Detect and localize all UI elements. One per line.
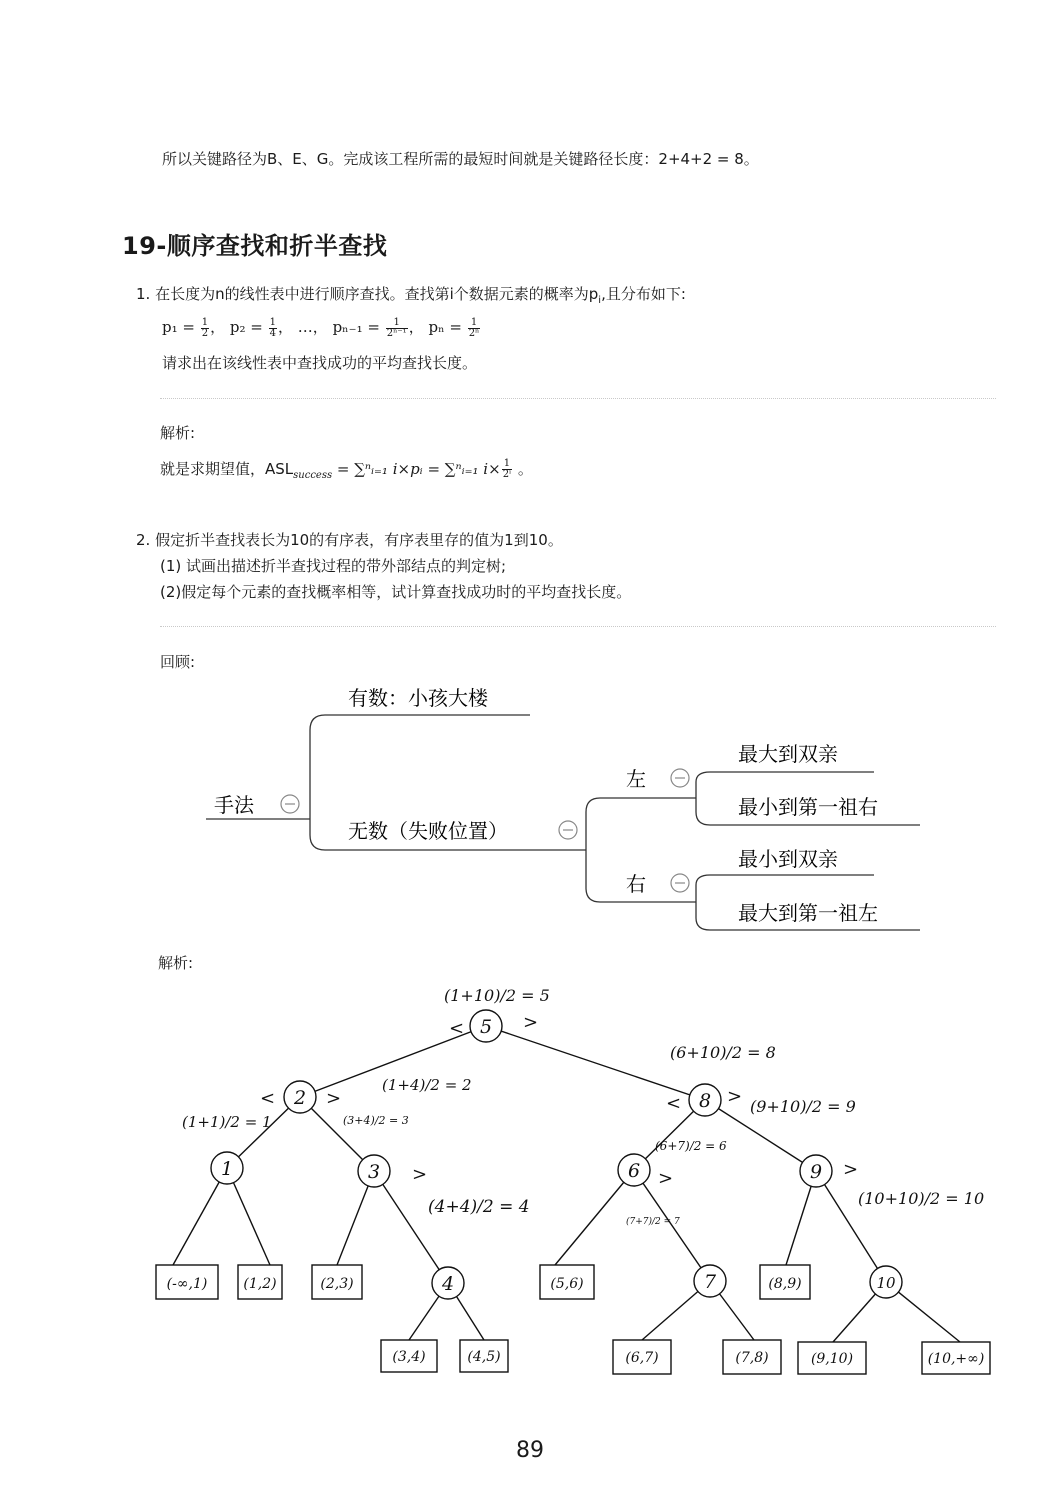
q1-text-tail: ,且分布如下: [601,285,686,303]
note-node-6: (6+7)/2 = 6 [655,1139,727,1153]
gt-mark: > [658,1168,674,1189]
q1-formula: p₁ = $\frac{1}{2}$ ， p₂ = $\frac{1}{4}$ ， …， pₙ₋₁ = $\frac{1}{\text{2ⁿ⁻¹}}$ ， pₙ = $\frac{1}{\text{2ⁿ}}$ [162,316,480,339]
tree-node [432,1267,464,1299]
note-node-9: (9+10)/2 = 9 [750,1097,856,1116]
mindmap-right-b: 最大到第一祖左 [738,901,878,925]
gt-mark: > [727,1086,743,1107]
tree-node [870,1266,902,1298]
tree-leaf-label: (-∞,1) [166,1276,208,1292]
note-node-1: (1+1)/2 = 1 [182,1113,272,1131]
tree-leaf [312,1265,362,1299]
note-node-10: (10+10)/2 = 10 [858,1189,985,1208]
tree-node-label: 7 [703,1271,717,1293]
q2-sub1: (1) 试画出描述折半查找过程的带外部结点的判定树; [160,557,507,575]
answer-end: 。 [517,460,533,478]
p1-num: 1 [201,316,209,328]
lt-mark: < [260,1088,276,1109]
note-node-5: (1+10)/2 = 5 [444,986,550,1005]
p2-den: 4 [269,327,276,339]
gt-mark: > [523,1012,539,1033]
formula-pn: pₙ = [428,318,462,336]
tree-leaf-label: (2,3) [320,1276,354,1292]
q1-text-sub: i [598,295,602,306]
tree-leaf [723,1340,781,1374]
q1-analysis-label: 解析: [160,424,196,442]
tree-nodes [211,1010,902,1299]
q2-sub2: (2)假定每个元素的查找概率相等，试计算查找成功时的平均查找长度。 [160,583,632,601]
tree-leaf [613,1340,671,1374]
tree-node-label: 5 [479,1016,493,1038]
tree-leaf [760,1265,810,1299]
intro-line: 所以关键路径为B、E、G。完成该工程所需的最短时间就是关键路径长度：2+4+2 = 8。 [162,150,759,168]
tree-leaf-label: (8,9) [768,1276,802,1292]
tree-leaf-label: (1,2) [243,1276,277,1292]
section-title: 19-顺序查找和折半查找 [122,232,388,260]
tree-leaf [540,1265,594,1299]
q1-number: 1. [136,285,151,303]
tree-node-label: 2 [293,1087,307,1109]
tree-node [618,1154,650,1186]
tree-node [800,1155,832,1187]
lt-mark: < [666,1093,682,1114]
note-node-8: (6+10)/2 = 8 [670,1043,776,1062]
mindmap-left-a: 最大到双亲 [738,742,838,766]
tree-leaf-label: (7,8) [735,1350,769,1366]
tree-leaf-label: (4,5) [467,1349,501,1365]
tree-leaf [238,1265,282,1299]
mindmap-right-a: 最小到双亲 [738,847,838,871]
note-node-4: (4+4)/2 = 4 [428,1197,530,1217]
pn-num: 1 [468,318,481,329]
note-node-2: (1+4)/2 = 2 [382,1076,472,1094]
tree-node [470,1010,502,1042]
answer-frac-den: 2ⁱ [502,469,512,480]
answer-sub: success [293,470,333,481]
tree-node [211,1152,243,1184]
tree-node-label: 3 [367,1161,381,1183]
mindmap-right: 右 [626,872,646,896]
note-node-3: (3+4)/2 = 3 [343,1114,409,1127]
mindmap-branch-count: 有数：小孩大楼 [348,686,488,710]
tree-node-label: 1 [220,1158,234,1180]
answer-eq1: = ∑ [332,460,365,478]
tree-leaf-label: (10,+∞) [927,1351,985,1367]
q2-review-label: 回顾: [160,653,196,671]
answer-sum1: ⁿᵢ₌₁ i×pᵢ [364,460,423,478]
answer-sum2: ⁿᵢ₌₁ i× [455,460,501,478]
pn-den: 2ⁿ [468,327,480,339]
tree-leaf [381,1340,437,1372]
tree-node-label: 6 [627,1160,641,1182]
answer-prefix: 就是求期望值，ASL [160,460,294,478]
q2-analysis-label: 解析: [158,954,194,972]
note-node-7: (7+7)/2 = 7 [626,1217,680,1227]
answer-eq2: = ∑ [422,460,456,478]
tree-leaf [922,1342,990,1374]
mindmap-left: 左 [626,767,646,791]
tree-node-label: 4 [441,1273,455,1295]
gt-mark: > [843,1159,859,1180]
tree-node-label: 10 [876,1274,896,1292]
tree-node [689,1084,721,1116]
tree-node-label: 8 [698,1090,712,1112]
tree-leaf-label: (6,7) [625,1350,659,1366]
q2-text: 假定折半查找表长为10的有序表，有序表里存的值为1到10。 [155,531,563,549]
p1-den: 2 [201,327,209,339]
tree-node [358,1155,390,1187]
answer-frac-num: 1 [503,458,511,469]
pn1-num: 1 [386,318,408,329]
mindmap-left-b: 最小到第一祖右 [738,795,878,819]
tree-leaf-label: (5,6) [550,1276,584,1292]
tree-node-label: 9 [809,1161,823,1183]
page-number: 89 [516,1438,544,1463]
gt-mark: > [326,1088,342,1109]
gt-mark: > [412,1164,428,1185]
lt-mark: < [449,1018,465,1039]
q1-text: 在长度为n的线性表中进行顺序查找。查找第i个数据元素的概率为p [155,285,599,303]
q1-ask: 请求出在该线性表中查找成功的平均查找长度。 [162,354,478,372]
p2-num: 1 [269,316,276,328]
formula-pn1: pₙ₋₁ = [332,318,380,336]
mindmap-root: 手法 [214,793,254,817]
mindmap-branch-nocount: 无数（失败位置） [348,819,508,843]
formula-p2: p₂ = [229,318,263,336]
tree-leaf [460,1340,508,1372]
formula-p1: p₁ = [162,318,195,336]
tree-node [694,1265,726,1297]
formula-dots: … [297,318,313,336]
tree-leaf-label: (3,4) [392,1349,426,1365]
tree-leaf [156,1265,218,1299]
pn1-den: 2ⁿ⁻¹ [386,327,407,339]
tree-node [284,1081,316,1113]
tree-leaves [156,1265,990,1374]
tree-leaf-label: (9,10) [810,1351,854,1367]
q2-number: 2. [136,531,151,549]
tree-leaf [798,1342,866,1374]
